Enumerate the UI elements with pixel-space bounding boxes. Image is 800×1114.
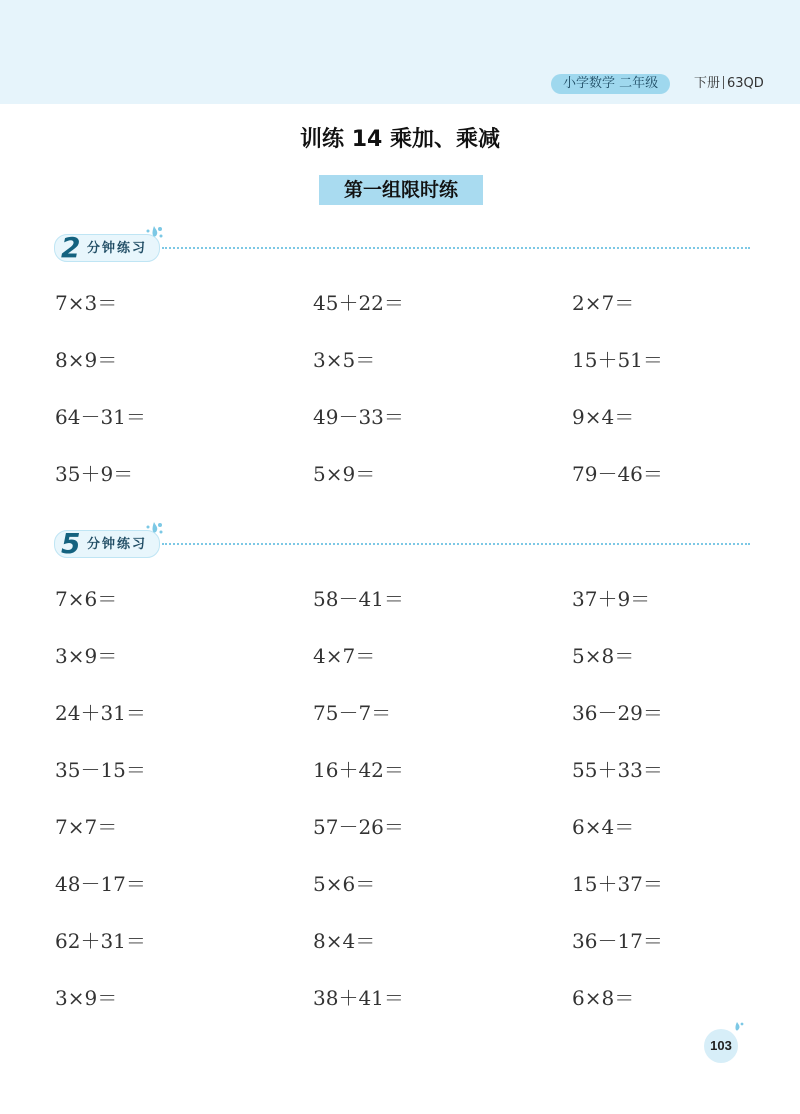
water-splash-icon	[730, 1021, 744, 1035]
problem-item: 6×8＝	[572, 986, 635, 1010]
problem-item: 15＋37＝	[572, 872, 663, 896]
problem-item: 6×4＝	[572, 815, 635, 839]
water-splash-icon	[144, 520, 164, 538]
section-number: 2	[61, 231, 81, 264]
page-number: 103	[710, 1038, 732, 1053]
problem-item: 15＋51＝	[572, 348, 663, 372]
problem-item: 62＋31＝	[55, 929, 146, 953]
header-band	[0, 0, 800, 104]
problem-item: 3×9＝	[55, 986, 118, 1010]
section-dotted-line	[162, 247, 750, 249]
problem-item: 35－15＝	[55, 758, 146, 782]
problem-item: 2×7＝	[572, 291, 635, 315]
problem-item: 24＋31＝	[55, 701, 146, 725]
problem-item: 79－46＝	[572, 462, 663, 486]
problem-item: 48－17＝	[55, 872, 146, 896]
divider	[723, 76, 724, 89]
problem-item: 3×9＝	[55, 644, 118, 668]
section-dotted-line	[162, 543, 750, 545]
problem-item: 5×9＝	[313, 462, 376, 486]
water-splash-icon	[144, 224, 164, 242]
problem-item: 49－33＝	[313, 405, 404, 429]
problem-item: 36－29＝	[572, 701, 663, 725]
problem-item: 16＋42＝	[313, 758, 404, 782]
problem-item: 36－17＝	[572, 929, 663, 953]
section-header-2-minute	[50, 230, 750, 264]
page-title: 训练 14 乘加、乘减	[300, 127, 500, 152]
problem-item: 37＋9＝	[572, 587, 651, 611]
edition-text: 63QD	[727, 76, 764, 91]
problem-item: 5×6＝	[313, 872, 376, 896]
problem-item: 9×4＝	[572, 405, 635, 429]
series-label: 小学数学 二年级	[551, 74, 670, 94]
problem-item: 7×3＝	[55, 291, 118, 315]
problem-item: 45＋22＝	[313, 291, 404, 315]
volume-text: 下册	[694, 76, 721, 91]
problem-item: 58－41＝	[313, 587, 404, 611]
section-number: 5	[61, 527, 81, 560]
problem-item: 8×9＝	[55, 348, 118, 372]
section-header-5-minute	[50, 526, 750, 560]
problem-item: 3×5＝	[313, 348, 376, 372]
problem-item: 55＋33＝	[572, 758, 663, 782]
section-label: 分钟练习	[87, 241, 148, 256]
problem-item: 7×7＝	[55, 815, 118, 839]
problem-item: 8×4＝	[313, 929, 376, 953]
problem-item: 64－31＝	[55, 405, 146, 429]
problem-item: 7×6＝	[55, 587, 118, 611]
problem-item: 57－26＝	[313, 815, 404, 839]
problem-item: 35＋9＝	[55, 462, 134, 486]
section-label: 分钟练习	[87, 537, 148, 552]
page-number-badge	[704, 1029, 738, 1063]
problem-item: 75－7＝	[313, 701, 392, 725]
problem-item: 4×7＝	[313, 644, 376, 668]
volume-label	[694, 74, 764, 94]
subtitle: 第一组限时练	[319, 175, 483, 205]
problem-item: 38＋41＝	[313, 986, 404, 1010]
problem-item: 5×8＝	[572, 644, 635, 668]
